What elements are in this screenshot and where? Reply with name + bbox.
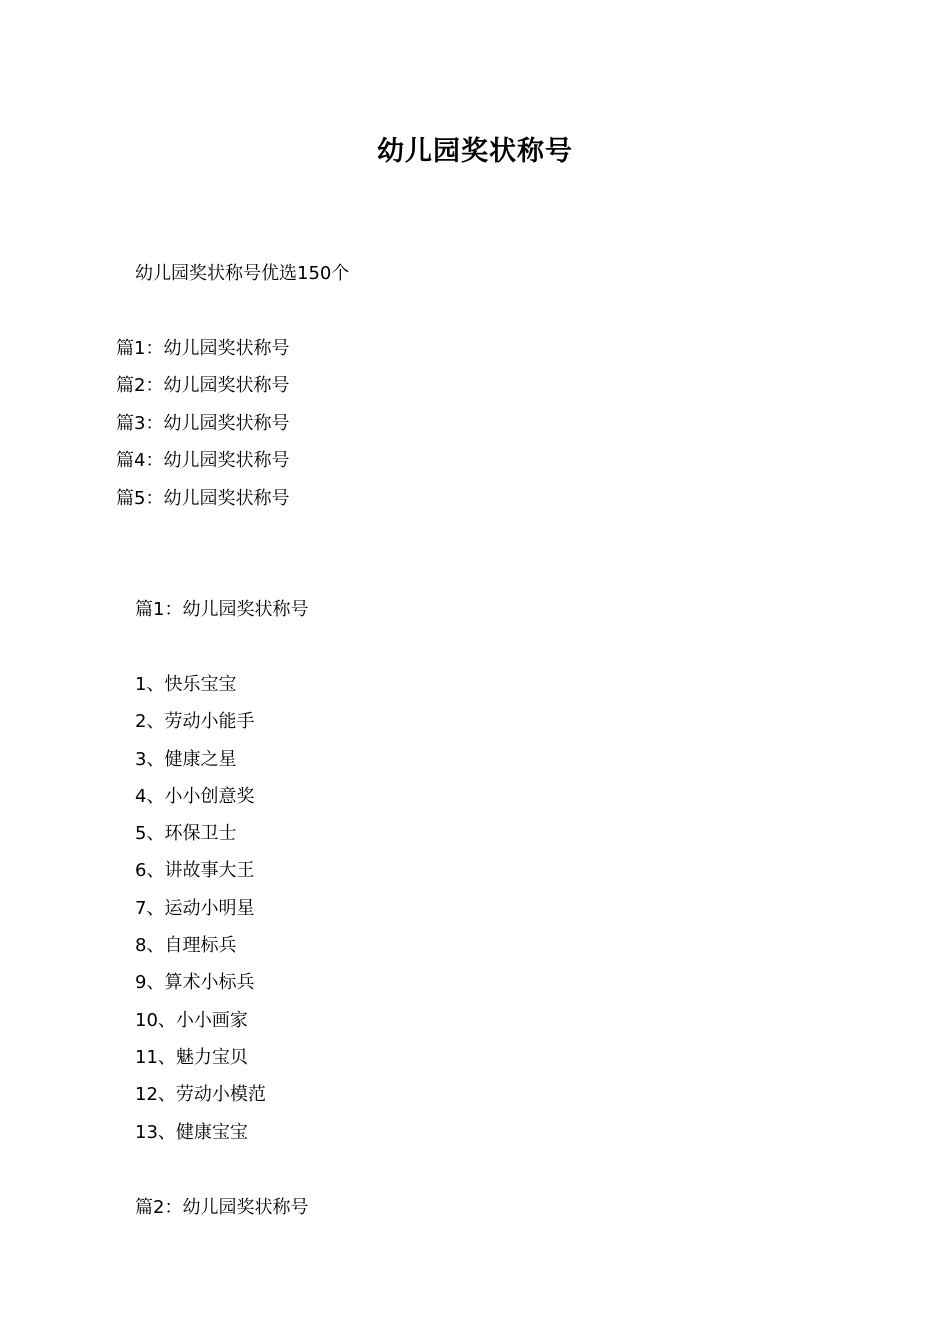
award-list-item: 2、劳动小能手	[135, 711, 255, 733]
award-list-item: 7、运动小明星	[135, 897, 255, 919]
toc-item: 篇3：幼儿园奖状称号	[116, 412, 290, 434]
award-list-item: 8、自理标兵	[135, 935, 237, 957]
award-list-item: 10、小小画家	[135, 1009, 248, 1031]
toc-item: 篇4：幼儿园奖状称号	[116, 450, 290, 472]
award-list-item: 5、环保卫士	[135, 823, 237, 845]
award-list-item: 6、讲故事大王	[135, 860, 255, 882]
award-title-list	[135, 672, 266, 1157]
document-title: 幼儿园奖状称号	[377, 136, 573, 167]
award-list-item: 3、健康之星	[135, 748, 237, 770]
toc-item: 篇2：幼儿园奖状称号	[116, 375, 290, 397]
award-list-item: 12、劳动小模范	[135, 1084, 266, 1106]
award-list-item: 11、魅力宝贝	[135, 1046, 248, 1068]
toc-item: 篇5：幼儿园奖状称号	[116, 487, 290, 509]
award-list-item: 13、健康宝宝	[135, 1121, 248, 1143]
table-of-contents	[116, 336, 289, 523]
award-list-item: 1、快乐宝宝	[135, 674, 237, 695]
toc-item: 篇1：幼儿园奖状称号	[116, 338, 290, 359]
section-heading-1: 篇1：幼儿园奖状称号	[135, 599, 309, 620]
award-list-item: 4、小小创意奖	[135, 785, 255, 807]
intro-line: 幼儿园奖状称号优选150个	[135, 263, 350, 284]
section-heading-2: 篇2：幼儿园奖状称号	[135, 1197, 309, 1218]
award-list-item: 9、算术小标兵	[135, 972, 255, 994]
